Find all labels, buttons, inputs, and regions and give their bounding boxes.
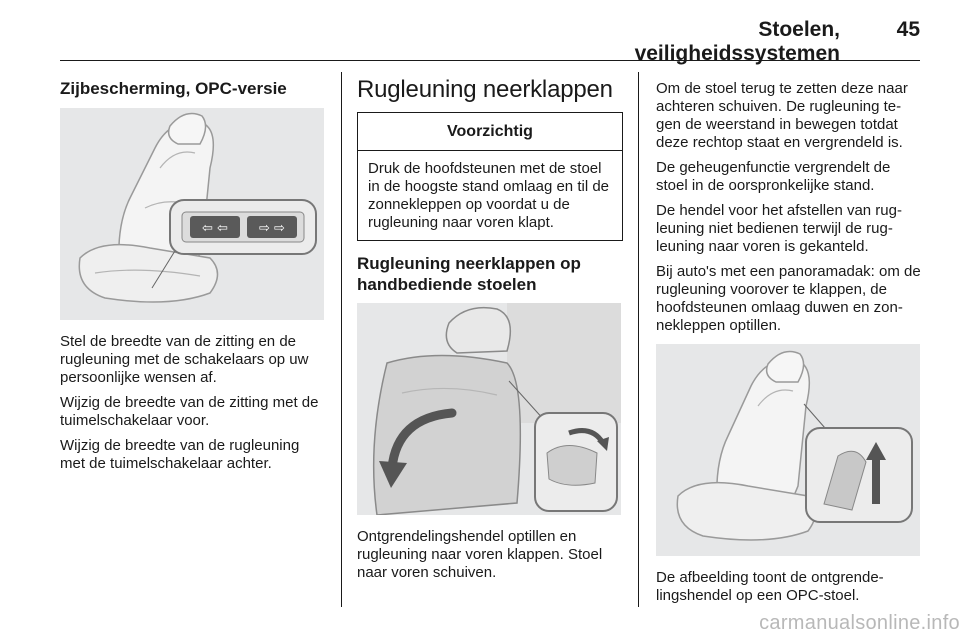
svg-text:⇨ ⇨: ⇨ ⇨	[259, 221, 285, 236]
watermark: carmanualsonline.info	[759, 612, 960, 634]
paragraph: Stel de breedte van de zitting en de rugleuning met de schakelaars op uw persoonlijke wensen af.	[60, 333, 309, 386]
caution-text: Druk de hoofdsteunen met de stoel in de hoogste stand omlaag en til de zonnekleppen op voordat u de rugleuning naar voren klapt.	[368, 160, 610, 231]
side-bolster-text	[60, 333, 328, 473]
figure-fold-backrest	[357, 303, 621, 515]
section-heading-fold-backrest: Rugleuning neerklappen	[357, 76, 613, 103]
figure-caption: De afbeelding toont de ontgrende-lingshendel op een OPC-stoel.	[656, 569, 884, 604]
figure-seat-width-switches	[60, 108, 324, 320]
column-3	[656, 80, 922, 612]
column-divider-left	[341, 72, 342, 607]
column-1	[60, 78, 328, 480]
caution-box	[357, 112, 623, 241]
page-number: 45	[896, 18, 920, 41]
figure-opc-release-lever	[656, 344, 920, 556]
paragraph: Wijzig de breedte van de rugleuning met de tuimelschakelaar achter.	[60, 437, 300, 472]
subheading-manual-seats: Rugleuning neerklappen op handbediende stoelen	[357, 254, 581, 294]
paragraph: Bij auto's met een panoramadak: om de rugleuning voorover te klappen, de hoofdsteunen omlaag duwen en zon-nekleppen optillen.	[656, 263, 921, 334]
caution-title: Voorzichtig	[358, 113, 622, 151]
paragraph: Wijzig de breedte van de zitting met de tuimelschakelaar voor.	[60, 394, 319, 429]
svg-text:⇦ ⇦: ⇦ ⇦	[202, 221, 228, 236]
figure-caption: Ontgrendelingshendel optillen en rugleuning naar voren klappen. Stoel naar voren schuiven.	[357, 528, 603, 581]
column-divider-right	[638, 72, 639, 607]
paragraph: De hendel voor het afstellen van rug-leuning niet bedienen terwijl de rug-leuning naar voren is gekanteld.	[656, 202, 902, 255]
section-heading-side-bolster: Zijbescherming, OPC-versie	[60, 79, 287, 98]
paragraph: Om de stoel terug te zetten deze naar achteren schuiven. De rugleuning te-gen de weerstand in bewegen totdat deze rechtop staat en vergrendeld is.	[656, 80, 908, 151]
header-divider	[60, 60, 920, 61]
page-header-title: Stoelen, veiligheidssystemen	[634, 18, 840, 65]
paragraph: De geheugenfunctie vergrendelt de stoel in de oorspronkelijke stand.	[656, 159, 891, 194]
column-2	[357, 76, 623, 589]
